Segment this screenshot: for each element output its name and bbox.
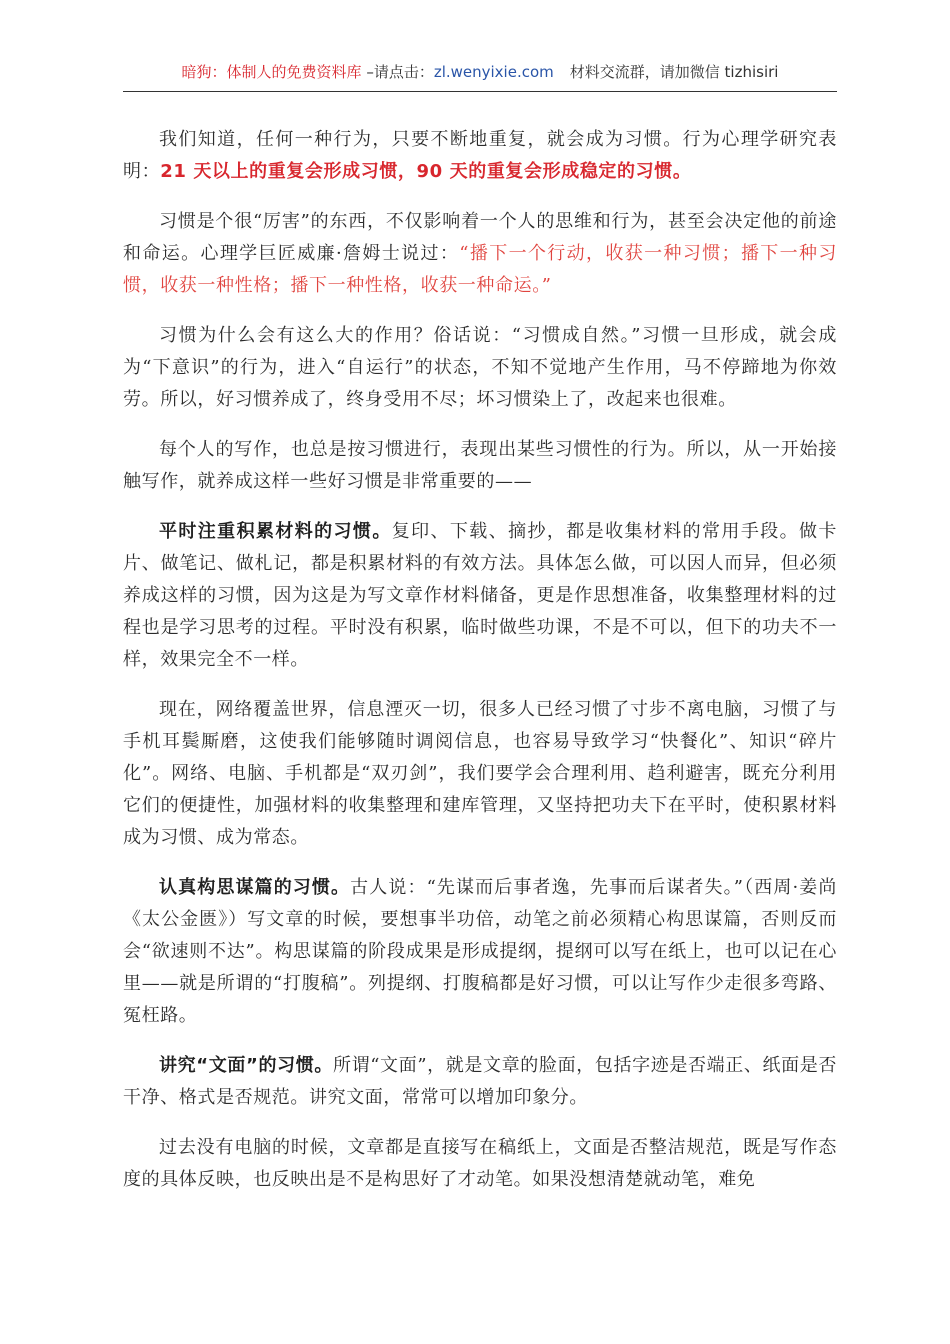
william-james-quote: “播下一个行动，收获一种习惯；播下一种习惯，收获一种性格；播下一种性格，收获一种命运。” xyxy=(123,243,837,296)
page-header xyxy=(123,58,837,92)
header-click-prompt: –请点击： xyxy=(361,63,434,81)
paragraph-2-text: 习惯是个很“厉害”的东西，不仅影响着一个人的思维和行为，甚至会决定他的前途和命运。心理学巨匠威廉·詹姆士说过： xyxy=(123,211,837,264)
header-contact: 材料交流群，请加微信 tizhisiri xyxy=(569,63,779,81)
paragraph-7-text: 古人说：“先谋而后事者逸，先事而后谋者失。”（西周·姜尚《太公金匮》）写文章的时候，要想事半功倍，动笔之前必须精心构思谋篇，否则反而会“欲速则不达”。构思谋篇的阶段成果是形成提纲，提纲可以写在纸上，也可以记在心里——就是所谓的“打腹稿”。列提纲、打腹稿都是好习惯，可以让写作少走很多弯路、冤枉路。 xyxy=(123,877,837,1026)
paragraph-7 xyxy=(123,872,837,1032)
paragraph-1 xyxy=(123,124,837,188)
header-url-link[interactable]: zl.wenyixie.com xyxy=(433,63,554,81)
paragraph-8 xyxy=(123,1050,837,1114)
paragraph-3: 习惯为什么会有这么大的作用？俗话说：“习惯成自然。”习惯一旦形成，就会成为“下意识”的行为，进入“自运行”的状态，不知不觉地产生作用，马不停蹄地为你效劳。所以，好习惯养成了，终身受用不尽；坏习惯染上了，改起来也很难。 xyxy=(123,325,837,410)
paragraph-6: 现在，网络覆盖世界，信息湮灭一切，很多人已经习惯了寸步不离电脑，习惯了与手机耳鬓厮磨，这使我们能够随时调阅信息，也容易导致学习“快餐化”、知识“碎片化”。网络、电脑、手机都是“双刃剑”，我们要学会合理利用、趋利避害，既充分利用它们的便捷性，加强材料的收集整理和建库管理，又坚持把功夫下在平时，使积累材料成为习惯、成为常态。 xyxy=(123,699,837,848)
section-lead-text-appearance: 讲究“文面”的习惯。 xyxy=(159,1055,333,1076)
paragraph-2 xyxy=(123,206,837,302)
paragraph-5 xyxy=(123,516,837,676)
paragraph-5-text: 复印、下载、摘抄，都是收集材料的常用手段。做卡片、做笔记、做札记，都是积累材料的有效方法。具体怎么做，可以因人而异，但必须养成这样的习惯，因为这是为写文章作材料储备，更是作思想准备，收集整理材料的过程也是学习思考的过程。平时没有积累，临时做些功课，不是不可以，但下的功夫不一样，效果完全不一样。 xyxy=(123,521,837,670)
paragraph-8-text: 所谓“文面”，就是文章的脸面，包括字迹是否端正、纸面是否干净、格式是否规范。讲究文面，常常可以增加印象分。 xyxy=(123,1055,837,1108)
paragraph-4: 每个人的写作，也总是按习惯进行，表现出某些习惯性的行为。所以，从一开始接触写作，就养成这样一些好习惯是非常重要的—— xyxy=(123,439,837,492)
habit-days-highlight: 21 天以上的重复会形成习惯，90 天的重复会形成稳定的习惯。 xyxy=(160,161,692,182)
section-lead-conception: 认真构思谋篇的习惯。 xyxy=(159,877,351,898)
paragraph-9: 过去没有电脑的时候，文章都是直接写在稿纸上，文面是否整洁规范，既是写作态度的具体反映，也反映出是不是构思好了才动笔。如果没想清楚就动笔，难免 xyxy=(123,1137,837,1190)
paragraph-1-text: 我们知道，任何一种行为，只要不断地重复，就会成为习惯。行为心理学研究表明： xyxy=(123,129,837,182)
section-lead-accumulate-materials: 平时注重积累材料的习惯。 xyxy=(159,521,392,542)
header-site-name: 暗狗：体制人的免费资料库 xyxy=(181,63,362,81)
article-body xyxy=(123,124,837,1214)
